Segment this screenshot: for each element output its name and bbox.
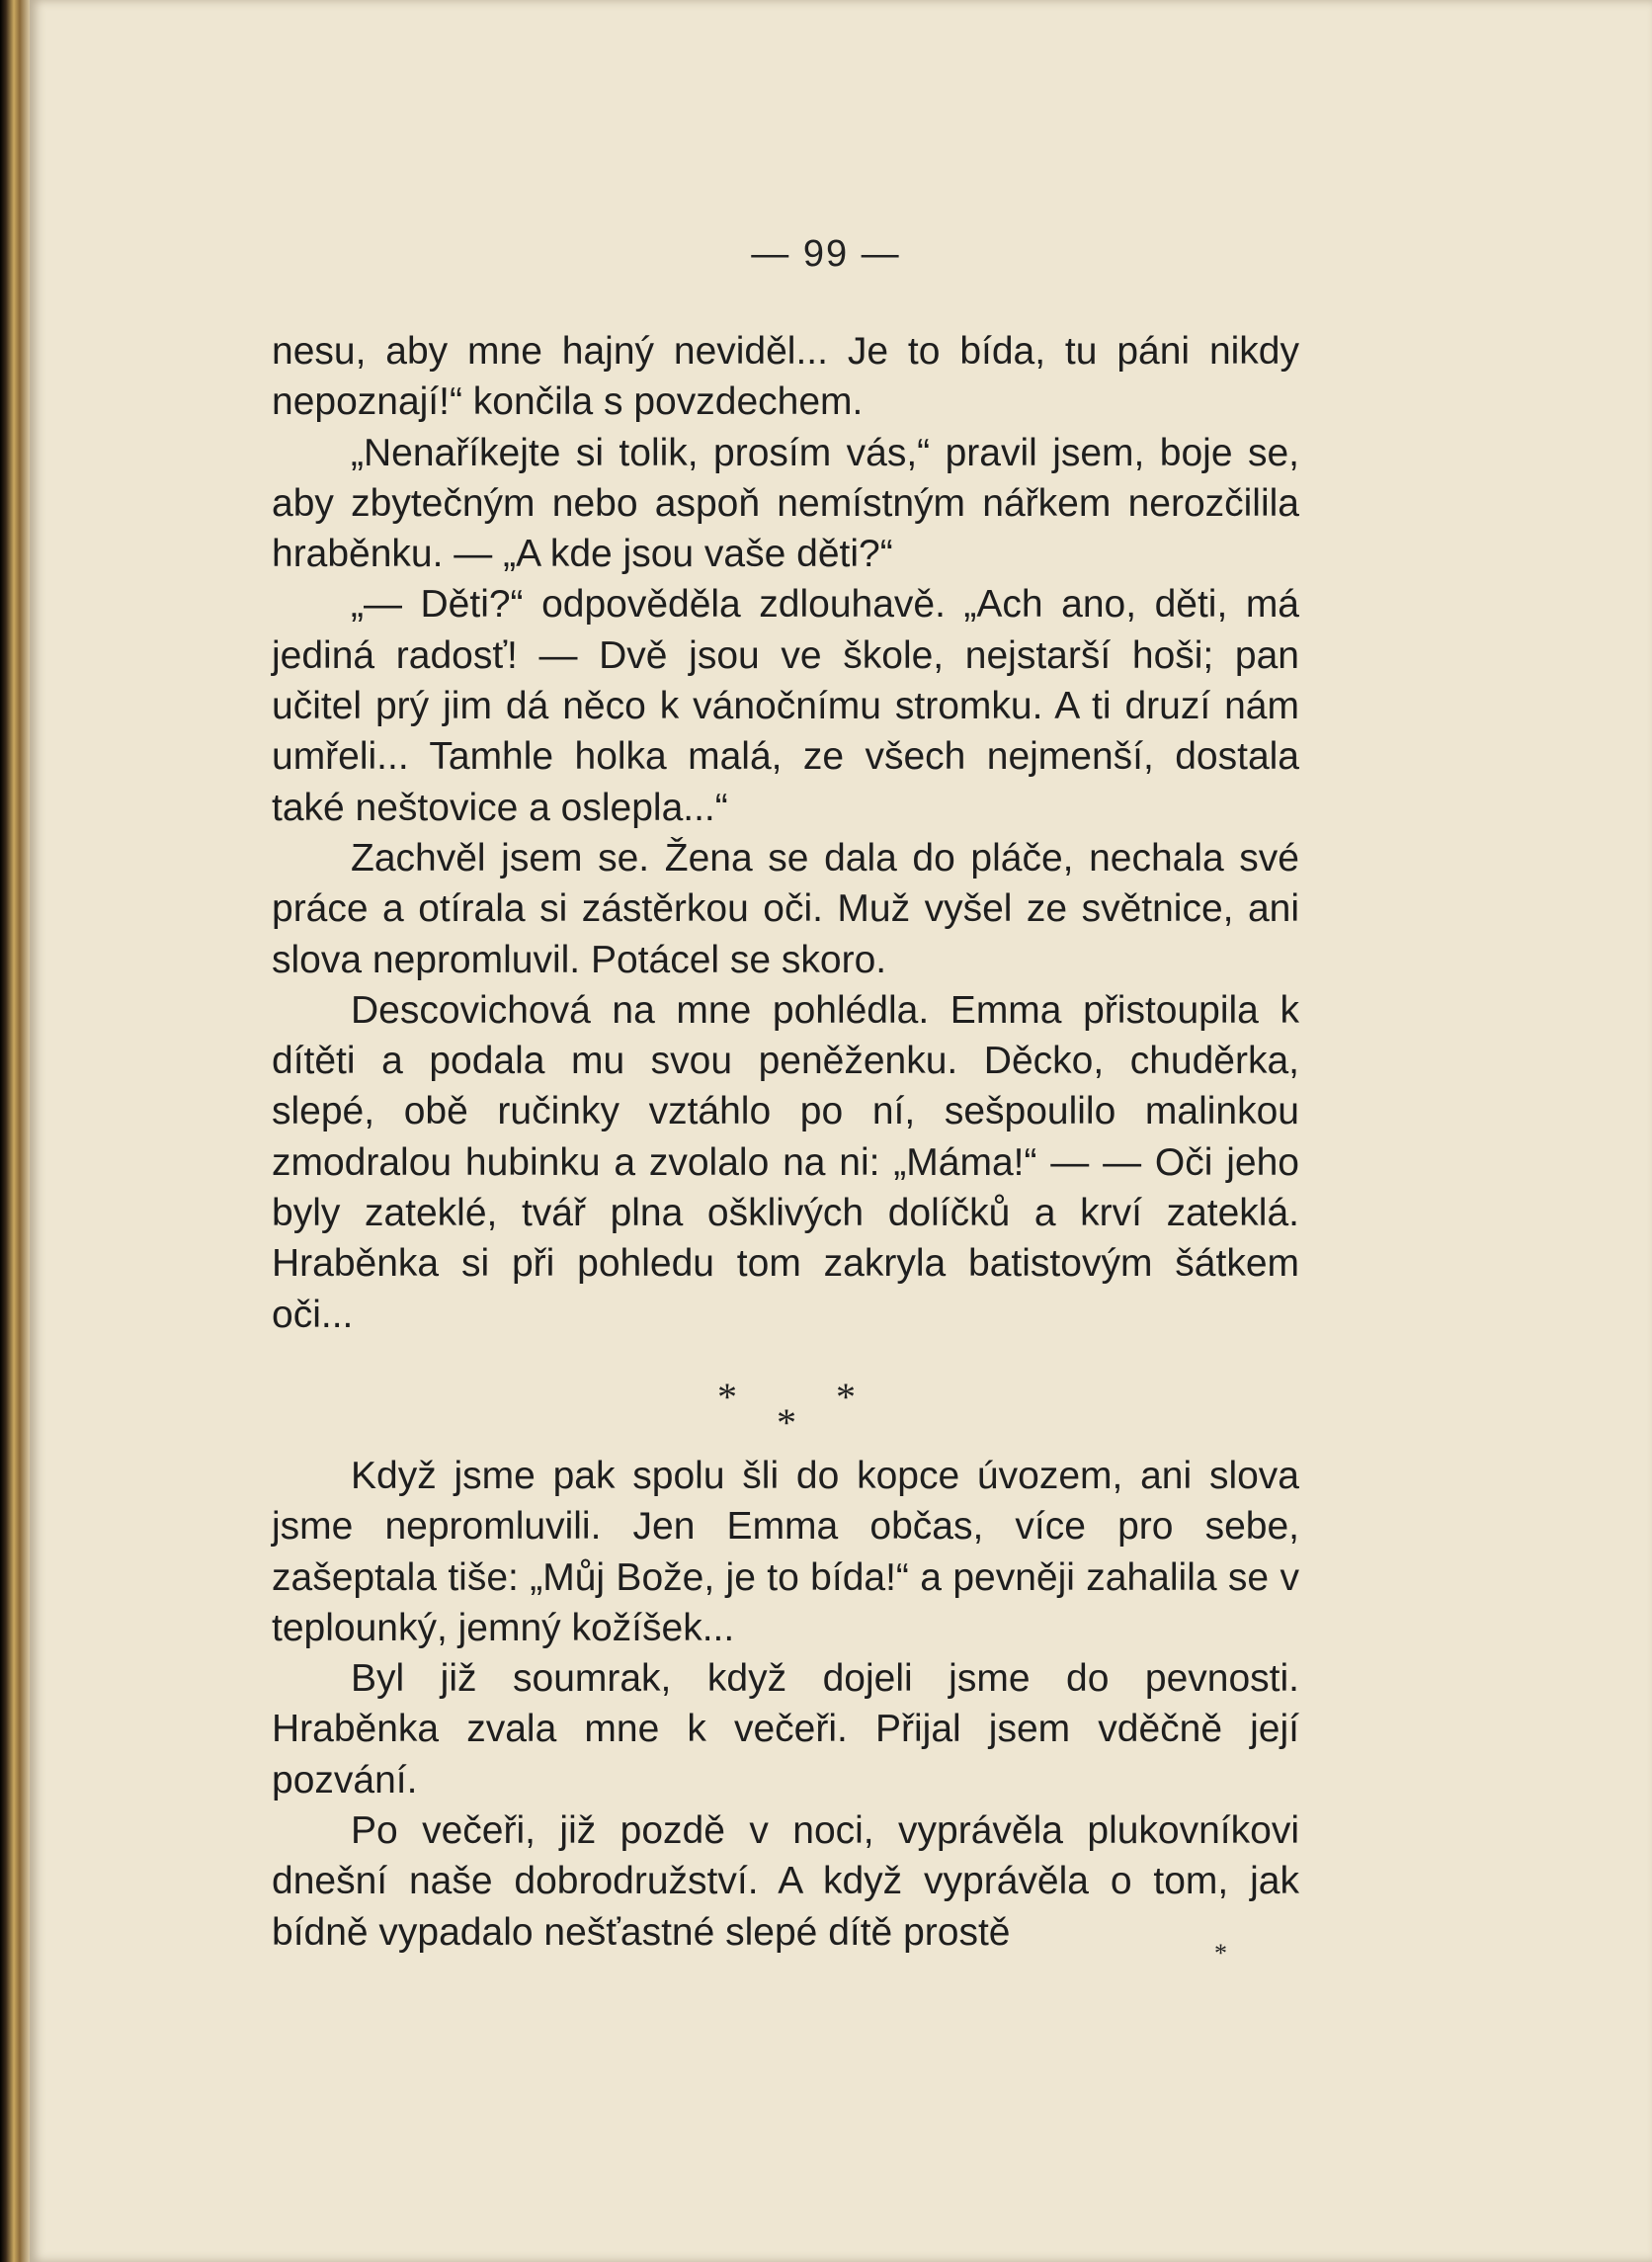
asterisk-bottom: * bbox=[777, 1400, 796, 1445]
paragraph: Po večeři, již pozdě v noci, vyprávěla plukovníkovi dnešní naše dobrodružství. A když vyprávěla o tom, jak bídně vypadalo nešťastné slepé dítě prostě bbox=[272, 1809, 1299, 1954]
paragraph: Když jsme pak spolu šli do kopce úvozem, ani slova jsme nepromluvili. Jen Emma občas, více pro sebe, zašeptala tiše: „Můj Bože, je to bída!“ a pevněji zahalila se v teplounký, jemný kožíšek... bbox=[272, 1455, 1299, 1649]
footnote-mark: * bbox=[1214, 1939, 1227, 1968]
paragraph: Zachvěl jsem se. Žena se dala do pláče, nechala své práce a otírala si zástěrkou oči. Muž vyšel ze světnice, ani slova nepromluvil. Potácel se skoro. bbox=[272, 836, 1299, 981]
paragraph: Descovichová na mne pohlédla. Emma přistoupila k dítěti a podala mu svou peněženku. Děcko, chuděrka, slepé, obě ručinky vztáhlo po ní, sešpoulilo malinkou zmodralou hubinku a zvolalo na ni: „Máma!“ — — Oči jeho byly zateklé, tvář plna ošklivých dolíčků a krví zateklá. Hraběnka si při pohledu tom zakryla batistovým šátkem oči... bbox=[272, 988, 1299, 1336]
page-number: — 99 — bbox=[751, 233, 901, 275]
paragraph: Byl již soumrak, když dojeli jsme do pevnosti. Hraběnka zvala mne k večeři. Přijal jsem vděčně její pozvání. bbox=[272, 1657, 1299, 1801]
section-separator bbox=[0, 1374, 1652, 1443]
paragraph: „— Děti?“ odpověděla zdlouhavě. „Ach ano, děti, má jediná radosť! — Dvě jsou ve škole, nejstarší hoši; pan učitel prý jim dá něco k vánočnímu stromku. A ti druzí nám umřeli... Tamhle holka malá, ze všech nejmenší, dostala také neštovice a oslepla...“ bbox=[272, 583, 1299, 829]
paragraph: nesu, aby mne hajný neviděl... Je to bída, tu páni nikdy nepoznají!“ končila s povzdechem. bbox=[272, 330, 1299, 424]
paragraph: „Nenaříkejte si tolik, prosím vás,“ pravil jsem, boje se, aby zbytečným nebo aspoň nemístným nářkem nerozčilila hraběnku. — „A kde jsou vaše děti?“ bbox=[272, 431, 1299, 576]
book-gutter bbox=[0, 0, 30, 2262]
text-block-top bbox=[272, 326, 1299, 1340]
asterisk-right: * bbox=[836, 1375, 856, 1419]
asterisk-left: * bbox=[717, 1375, 737, 1419]
text-block-bottom bbox=[272, 1451, 1299, 1958]
